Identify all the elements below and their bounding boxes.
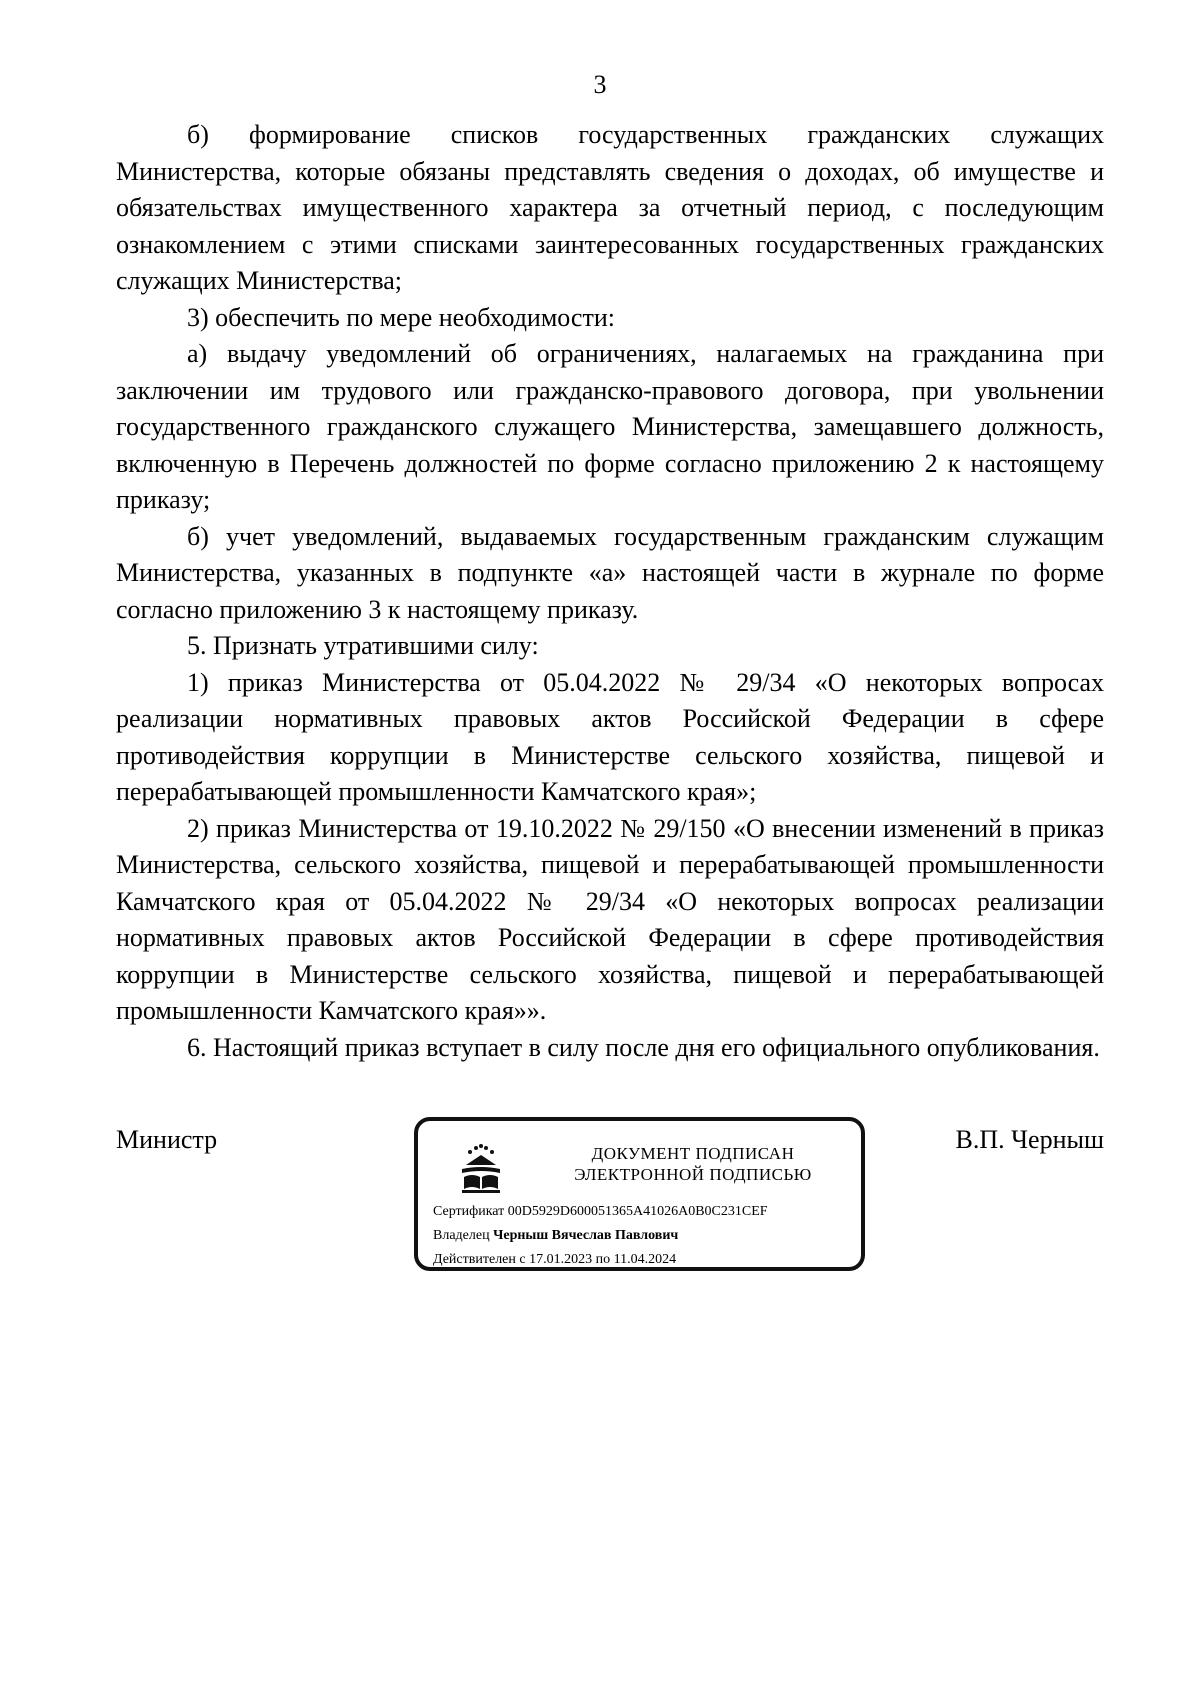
paragraph-2-order: 2) приказ Министерства от 19.10.2022 № 29/150 «О внесении изменений в приказ Министерства, сельского хозяйства, пищевой и перерабатывающей промышленности Камчатского края от 05.04.2022 № 29/34 «О некоторых вопросах реализации нормативных правовых актов Российской Федерации в сфере противодействия коррупции в Министерстве сельского хозяйства, пищевой и перерабатывающей промышленности Камчатского края»». bbox=[116, 813, 1104, 1025]
stamp-valid-from: 17.01.2023 bbox=[529, 1252, 593, 1267]
stamp-certificate-value: 00D5929D600051365A41026A0B0C231CEF bbox=[507, 1204, 768, 1219]
paragraph-b-accounting: б) учет уведомлений, выдаваемых государственным гражданским служащим Министерства, указанных в подпункте «а» настоящей части в журнале по форме согласно приложению 3 к настоящему приказу. bbox=[116, 521, 1104, 624]
stamp-certificate bbox=[433, 1203, 768, 1221]
stamp-heading-line2: ЭЛЕКТРОННОЙ ПОДПИСЬЮ bbox=[574, 1165, 812, 1184]
electronic-signature-stamp bbox=[414, 1117, 865, 1271]
paragraph-a-notices: а) выдачу уведомлений об ограничениях, налагаемых на гражданина при заключении им трудового или гражданско-правового договора, при увольнении государственного гражданского служащего Министерства, замещавшего должность, включенную в Перечень должностей по форме согласно приложению 2 к настоящему приказу; bbox=[116, 339, 1104, 514]
stamp-heading-line1: ДОКУМЕНТ ПОДПИСАН bbox=[591, 1144, 795, 1163]
stamp-heading bbox=[518, 1143, 868, 1185]
signature-block bbox=[116, 1125, 1104, 1285]
stamp-valid-to: 11.04.2024 bbox=[613, 1252, 677, 1267]
paragraph-3-ensure: 3) обеспечить по мере необходимости: bbox=[187, 302, 615, 332]
paragraph-5-repeal: 5. Признать утратившими силу: bbox=[187, 631, 539, 660]
paragraph-6-effective: 6. Настоящий приказ вступает в силу после дня его официального опубликования. bbox=[187, 1032, 1100, 1062]
document-body bbox=[116, 117, 1104, 1066]
paragraph-1-order: 1) приказ Министерства от 05.04.2022 № 29/34 «О некоторых вопросах реализации нормативных правовых актов Российской Федерации в сфере противодействия коррупции в Министерстве сельского хозяйства, пищевой и перерабатывающей промышленности Камчатского края»; bbox=[116, 667, 1104, 806]
stamp-owner-label: Владелец bbox=[433, 1228, 490, 1243]
stamp-validity bbox=[433, 1251, 676, 1269]
paragraph-b-lists: б) формирование списков государственных гражданских служащих Министерства, которые обязаны представлять сведения о доходах, об имуществе и обязательствах имущественного характера за отчетный период, с последующим ознакомлением с этими списками заинтересованных государственных гражданских служащих Министерства; bbox=[116, 120, 1104, 295]
stamp-valid-to-label: по bbox=[595, 1252, 611, 1267]
signatory-title: Министр bbox=[116, 1125, 218, 1154]
kamchatka-emblem-icon bbox=[456, 1143, 506, 1195]
stamp-valid-label: Действителен с bbox=[433, 1252, 526, 1267]
stamp-certificate-label: Сертификат bbox=[433, 1204, 505, 1219]
stamp-owner bbox=[433, 1227, 678, 1245]
stamp-owner-value: Черныш Вячеслав Павлович bbox=[493, 1228, 679, 1243]
signatory-name: В.П. Черныш bbox=[955, 1125, 1104, 1154]
page-number: 3 bbox=[593, 70, 607, 99]
